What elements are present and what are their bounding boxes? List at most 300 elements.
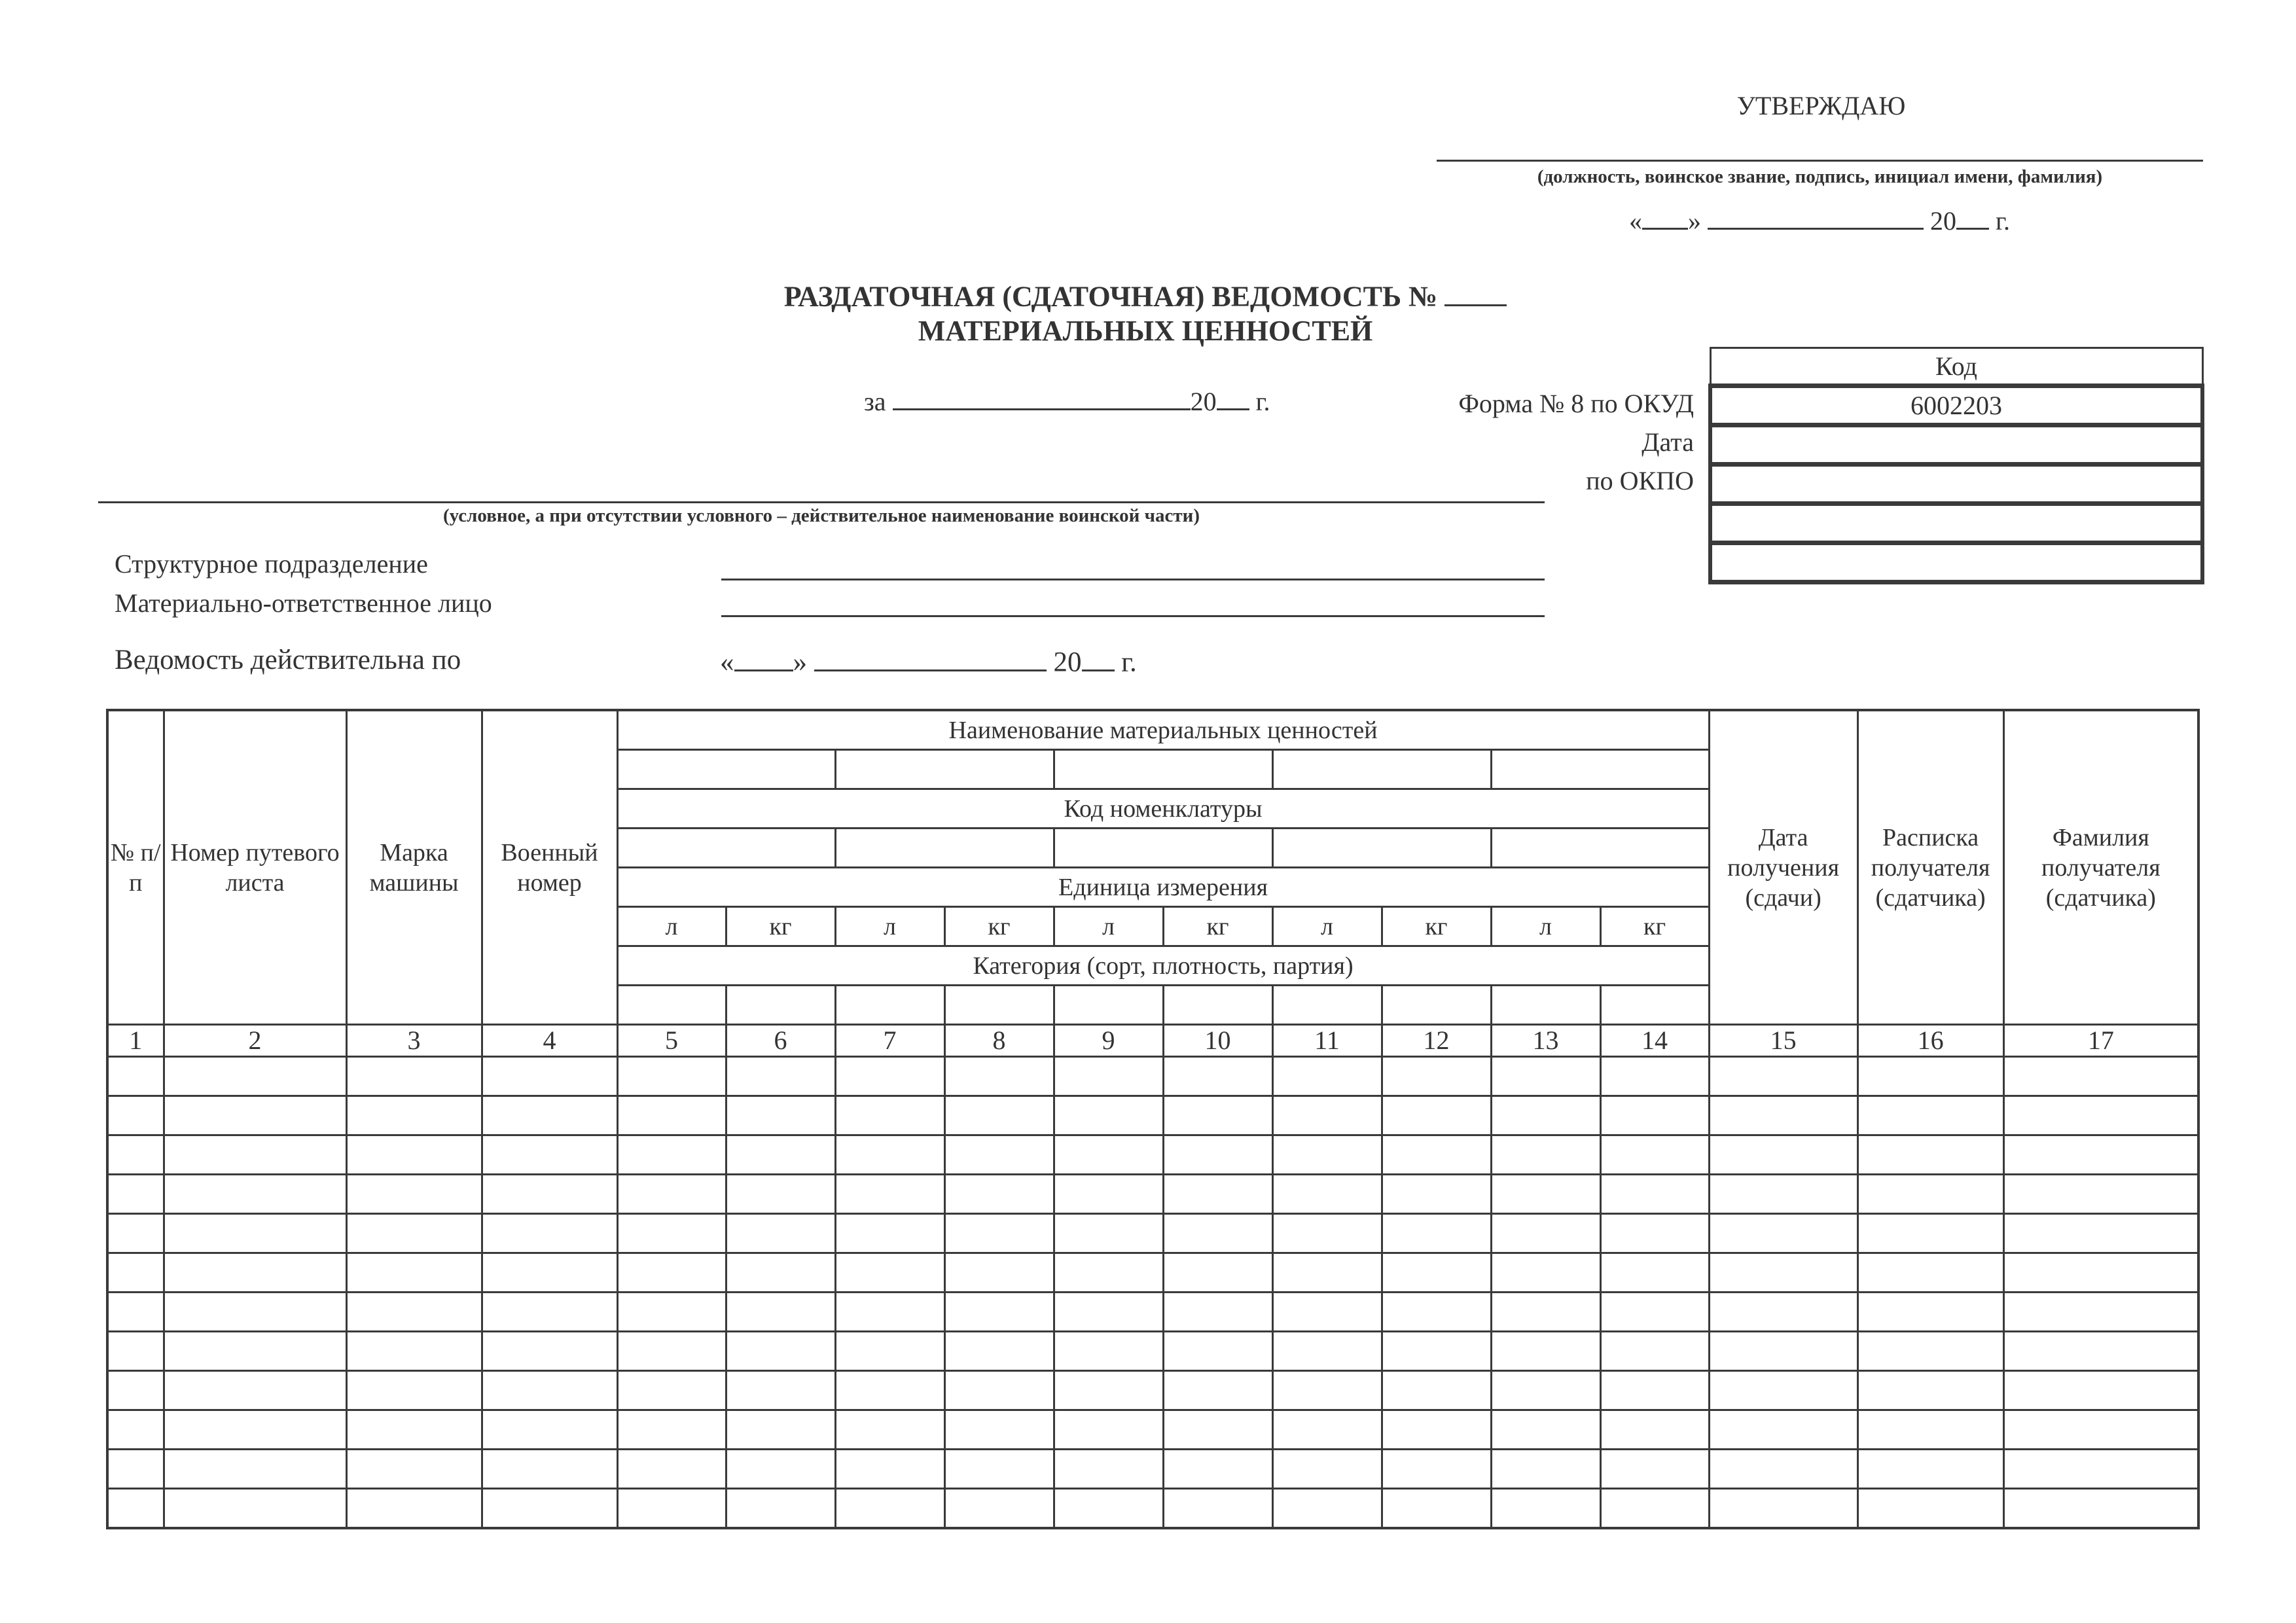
valid-century: 20 bbox=[1053, 647, 1082, 678]
table-cell[interactable] bbox=[835, 1135, 944, 1175]
table-cell[interactable] bbox=[1709, 1135, 1857, 1175]
table-row bbox=[107, 1175, 2198, 1214]
material-name-cell[interactable] bbox=[1272, 750, 1491, 789]
table-cell[interactable] bbox=[1857, 1371, 2003, 1410]
column-number: 2 bbox=[164, 1025, 346, 1057]
table-cell[interactable] bbox=[346, 1135, 482, 1175]
table-cell[interactable] bbox=[107, 1293, 164, 1332]
table-cell[interactable] bbox=[1600, 1410, 1709, 1450]
table-cell[interactable] bbox=[1600, 1332, 1709, 1371]
column-number: 5 bbox=[617, 1025, 726, 1057]
table-cell[interactable] bbox=[1272, 1489, 1382, 1529]
code-labels bbox=[1407, 384, 1694, 500]
table-cell[interactable] bbox=[617, 1135, 726, 1175]
table-cell[interactable] bbox=[1272, 1410, 1382, 1450]
table-cell[interactable] bbox=[1163, 1096, 1272, 1135]
table-cell[interactable] bbox=[164, 1175, 346, 1214]
material-name-cell[interactable] bbox=[1054, 750, 1272, 789]
table-cell[interactable] bbox=[1857, 1450, 2003, 1489]
table-cell[interactable] bbox=[1054, 1450, 1163, 1489]
column-number: 3 bbox=[346, 1025, 482, 1057]
nomenclature-code-cell[interactable] bbox=[1272, 829, 1491, 868]
table-cell[interactable] bbox=[1272, 1214, 1382, 1253]
table-row bbox=[107, 1489, 2198, 1529]
table-cell[interactable] bbox=[1054, 1371, 1163, 1410]
table-cell[interactable] bbox=[835, 1293, 944, 1332]
table-cell[interactable] bbox=[835, 1450, 944, 1489]
table-cell[interactable] bbox=[1163, 1253, 1272, 1293]
table-cell[interactable] bbox=[835, 1096, 944, 1135]
table-cell[interactable] bbox=[835, 1175, 944, 1214]
table-cell[interactable] bbox=[1600, 1057, 1709, 1096]
table-cell[interactable] bbox=[1382, 1489, 1491, 1529]
table-cell[interactable] bbox=[617, 1253, 726, 1293]
table-cell[interactable] bbox=[617, 1371, 726, 1410]
unit-cell: кг bbox=[944, 907, 1054, 946]
table-cell[interactable] bbox=[944, 1096, 1054, 1135]
table-cell[interactable] bbox=[1709, 1253, 1857, 1293]
table-cell[interactable] bbox=[482, 1057, 617, 1096]
table-cell[interactable] bbox=[346, 1332, 482, 1371]
table-cell[interactable] bbox=[1491, 1057, 1600, 1096]
table-cell[interactable] bbox=[1054, 1214, 1163, 1253]
table-cell[interactable] bbox=[164, 1332, 346, 1371]
nomenclature-code-cell[interactable] bbox=[1054, 829, 1272, 868]
table-cell[interactable] bbox=[1382, 1293, 1491, 1332]
table-cell[interactable] bbox=[482, 1096, 617, 1135]
table-cell[interactable] bbox=[107, 1057, 164, 1096]
table-cell[interactable] bbox=[1382, 1096, 1491, 1135]
document-number-field[interactable] bbox=[1444, 278, 1507, 306]
table-cell[interactable] bbox=[1382, 1410, 1491, 1450]
table-cell[interactable] bbox=[2003, 1450, 2198, 1489]
table-cell[interactable] bbox=[1382, 1135, 1491, 1175]
table-cell[interactable] bbox=[164, 1096, 346, 1135]
header-waybill-number: Номер путевого листа bbox=[164, 710, 346, 1025]
table-cell[interactable] bbox=[482, 1410, 617, 1450]
table-cell[interactable] bbox=[1054, 1253, 1163, 1293]
table-cell[interactable] bbox=[1163, 1214, 1272, 1253]
table-cell[interactable] bbox=[1382, 1450, 1491, 1489]
table-cell[interactable] bbox=[1382, 1175, 1491, 1214]
table-cell[interactable] bbox=[617, 1293, 726, 1332]
table-cell[interactable] bbox=[726, 1293, 835, 1332]
category-cell[interactable] bbox=[726, 986, 835, 1025]
table-cell[interactable] bbox=[1054, 1096, 1163, 1135]
table-cell[interactable] bbox=[346, 1371, 482, 1410]
category-cell[interactable] bbox=[1163, 986, 1272, 1025]
table-cell[interactable] bbox=[1600, 1214, 1709, 1253]
table-cell[interactable] bbox=[1163, 1489, 1272, 1529]
okpo-label: по ОКПО bbox=[1586, 466, 1694, 495]
table-cell[interactable] bbox=[107, 1489, 164, 1529]
table-cell[interactable] bbox=[1857, 1253, 2003, 1293]
period-row bbox=[864, 385, 1270, 417]
table-cell[interactable] bbox=[726, 1489, 835, 1529]
table-cell[interactable] bbox=[482, 1332, 617, 1371]
table-cell[interactable] bbox=[1272, 1332, 1382, 1371]
table-cell[interactable] bbox=[944, 1332, 1054, 1371]
table-cell[interactable] bbox=[1600, 1135, 1709, 1175]
table-cell[interactable] bbox=[1600, 1489, 1709, 1529]
extra-code-cell-1[interactable] bbox=[1710, 504, 2202, 543]
table-row bbox=[107, 1332, 2198, 1371]
table-cell[interactable] bbox=[1272, 1135, 1382, 1175]
table-cell[interactable] bbox=[1163, 1293, 1272, 1332]
okud-label: Форма № 8 по ОКУД bbox=[1458, 389, 1694, 418]
table-cell[interactable] bbox=[482, 1135, 617, 1175]
table-cell[interactable] bbox=[1054, 1135, 1163, 1175]
table-cell[interactable] bbox=[1857, 1332, 2003, 1371]
table-cell[interactable] bbox=[1163, 1410, 1272, 1450]
table-cell[interactable] bbox=[164, 1253, 346, 1293]
period-year-field[interactable] bbox=[1217, 385, 1249, 410]
table-cell[interactable] bbox=[1491, 1410, 1600, 1450]
column-number: 10 bbox=[1163, 1025, 1272, 1057]
table-cell[interactable] bbox=[1491, 1253, 1600, 1293]
category-cell[interactable] bbox=[835, 986, 944, 1025]
title-line-1: РАЗДАТОЧНАЯ (СДАТОЧНАЯ) ВЕДОМОСТЬ № bbox=[783, 280, 1438, 313]
table-cell[interactable] bbox=[944, 1057, 1054, 1096]
table-cell[interactable] bbox=[164, 1450, 346, 1489]
table-cell[interactable] bbox=[164, 1135, 346, 1175]
nomenclature-code-cell[interactable] bbox=[835, 829, 1054, 868]
table-cell[interactable] bbox=[944, 1410, 1054, 1450]
valid-month-field[interactable] bbox=[814, 644, 1047, 671]
column-number: 11 bbox=[1272, 1025, 1382, 1057]
table-cell[interactable] bbox=[1491, 1371, 1600, 1410]
table-cell[interactable] bbox=[944, 1489, 1054, 1529]
unit-cell: кг bbox=[1163, 907, 1272, 946]
table-row bbox=[107, 1410, 2198, 1450]
header-material-name: Наименование материальных ценностей bbox=[617, 710, 1709, 750]
table-cell[interactable] bbox=[346, 1057, 482, 1096]
table-cell[interactable] bbox=[1272, 1253, 1382, 1293]
column-number: 1 bbox=[107, 1025, 164, 1057]
table-cell[interactable] bbox=[164, 1293, 346, 1332]
table-cell[interactable] bbox=[1857, 1135, 2003, 1175]
table-cell[interactable] bbox=[617, 1410, 726, 1450]
table-cell[interactable] bbox=[2003, 1175, 2198, 1214]
column-number: 17 bbox=[2003, 1025, 2198, 1057]
structural-division-label: Структурное подразделение bbox=[115, 549, 428, 579]
category-cell[interactable] bbox=[1600, 986, 1709, 1025]
table-cell[interactable] bbox=[107, 1332, 164, 1371]
table-cell[interactable] bbox=[1382, 1214, 1491, 1253]
table-cell[interactable] bbox=[482, 1214, 617, 1253]
table-cell[interactable] bbox=[107, 1371, 164, 1410]
table-cell[interactable] bbox=[835, 1057, 944, 1096]
column-number: 15 bbox=[1709, 1025, 1857, 1057]
quote-close: » bbox=[793, 647, 807, 678]
table-cell[interactable] bbox=[346, 1175, 482, 1214]
table-cell[interactable] bbox=[1857, 1489, 2003, 1529]
table-row bbox=[107, 1371, 2198, 1410]
header-receipt-date: Дата получения (сдачи) bbox=[1709, 710, 1857, 1025]
table-cell[interactable] bbox=[107, 1253, 164, 1293]
table-cell[interactable] bbox=[1600, 1253, 1709, 1293]
table-cell[interactable] bbox=[107, 1410, 164, 1450]
table-cell[interactable] bbox=[1382, 1057, 1491, 1096]
unit-cell: л bbox=[1054, 907, 1163, 946]
table-cell[interactable] bbox=[1163, 1450, 1272, 1489]
table-cell[interactable] bbox=[1491, 1293, 1600, 1332]
valid-suffix: г. bbox=[1121, 647, 1137, 678]
date-code-cell[interactable] bbox=[1710, 425, 2202, 465]
table-cell[interactable] bbox=[1382, 1371, 1491, 1410]
table-cell[interactable] bbox=[1272, 1450, 1382, 1489]
table-cell[interactable] bbox=[1491, 1450, 1600, 1489]
table-cell[interactable] bbox=[1272, 1096, 1382, 1135]
table-cell[interactable] bbox=[617, 1096, 726, 1135]
category-cell[interactable] bbox=[1054, 986, 1163, 1025]
column-number: 13 bbox=[1491, 1025, 1600, 1057]
table-cell[interactable] bbox=[726, 1332, 835, 1371]
table-cell[interactable] bbox=[726, 1450, 835, 1489]
period-suffix: г. bbox=[1255, 387, 1270, 416]
table-row bbox=[107, 1293, 2198, 1332]
table-cell[interactable] bbox=[346, 1214, 482, 1253]
extra-code-cell-2[interactable] bbox=[1710, 543, 2202, 582]
table-row bbox=[107, 1214, 2198, 1253]
table-cell[interactable] bbox=[726, 1175, 835, 1214]
table-cell[interactable] bbox=[1163, 1057, 1272, 1096]
table-cell[interactable] bbox=[1709, 1450, 1857, 1489]
table-cell[interactable] bbox=[1272, 1293, 1382, 1332]
approval-caption: (должность, воинское звание, подпись, инициал имени, фамилия) bbox=[1537, 166, 2103, 187]
table-cell[interactable] bbox=[1709, 1214, 1857, 1253]
table-cell[interactable] bbox=[1709, 1332, 1857, 1371]
table-cell[interactable] bbox=[1857, 1175, 2003, 1214]
table-cell[interactable] bbox=[726, 1057, 835, 1096]
category-cell[interactable] bbox=[1491, 986, 1600, 1025]
table-cell[interactable] bbox=[835, 1332, 944, 1371]
table-cell[interactable] bbox=[1054, 1332, 1163, 1371]
table-cell[interactable] bbox=[346, 1489, 482, 1529]
table-cell[interactable] bbox=[1491, 1175, 1600, 1214]
okud-code-cell[interactable]: 6002203 bbox=[1710, 386, 2202, 425]
table-cell[interactable] bbox=[1163, 1175, 1272, 1214]
table-cell[interactable] bbox=[346, 1450, 482, 1489]
table-cell[interactable] bbox=[726, 1135, 835, 1175]
header-recipient-signature: Расписка получателя (сдатчика) bbox=[1857, 710, 2003, 1025]
approval-title: УТВЕРЖДАЮ bbox=[1736, 91, 1906, 120]
table-cell[interactable] bbox=[2003, 1371, 2198, 1410]
unit-cell: кг bbox=[726, 907, 835, 946]
table-cell[interactable] bbox=[2003, 1214, 2198, 1253]
approval-day-field[interactable] bbox=[1642, 204, 1688, 230]
table-cell[interactable] bbox=[1054, 1410, 1163, 1450]
table-cell[interactable] bbox=[1163, 1371, 1272, 1410]
table-cell[interactable] bbox=[617, 1214, 726, 1253]
okpo-code-cell[interactable] bbox=[1710, 465, 2202, 504]
document-title bbox=[687, 278, 1604, 348]
table-cell[interactable] bbox=[1382, 1332, 1491, 1371]
table-cell[interactable] bbox=[1709, 1410, 1857, 1450]
table-cell[interactable] bbox=[1272, 1175, 1382, 1214]
table-cell[interactable] bbox=[617, 1057, 726, 1096]
column-number: 14 bbox=[1600, 1025, 1709, 1057]
table-cell[interactable] bbox=[726, 1371, 835, 1410]
table-cell[interactable] bbox=[1857, 1410, 2003, 1450]
table-cell[interactable] bbox=[164, 1489, 346, 1529]
table-cell[interactable] bbox=[617, 1450, 726, 1489]
table-cell[interactable] bbox=[944, 1135, 1054, 1175]
category-cell[interactable] bbox=[617, 986, 726, 1025]
table-cell[interactable] bbox=[617, 1332, 726, 1371]
table-cell[interactable] bbox=[835, 1410, 944, 1450]
materials-table bbox=[106, 709, 2200, 1529]
code-header: Код bbox=[1710, 348, 2202, 386]
column-number: 12 bbox=[1382, 1025, 1491, 1057]
table-cell[interactable] bbox=[835, 1371, 944, 1410]
nomenclature-code-cell[interactable] bbox=[617, 829, 835, 868]
table-cell[interactable] bbox=[482, 1175, 617, 1214]
table-cell[interactable] bbox=[835, 1214, 944, 1253]
table-cell[interactable] bbox=[1054, 1293, 1163, 1332]
unit-cell: кг bbox=[1382, 907, 1491, 946]
header-nomenclature-code: Код номенклатуры bbox=[617, 789, 1709, 829]
quote-open: « bbox=[720, 647, 734, 678]
table-cell[interactable] bbox=[1054, 1057, 1163, 1096]
table-cell[interactable] bbox=[1491, 1135, 1600, 1175]
table-cell[interactable] bbox=[835, 1253, 944, 1293]
table-cell[interactable] bbox=[944, 1450, 1054, 1489]
table-cell[interactable] bbox=[726, 1214, 835, 1253]
table-cell[interactable] bbox=[1709, 1175, 1857, 1214]
period-field[interactable] bbox=[893, 385, 1191, 410]
table-cell[interactable] bbox=[1857, 1057, 2003, 1096]
table-cell[interactable] bbox=[482, 1253, 617, 1293]
table-cell[interactable] bbox=[107, 1450, 164, 1489]
table-cell[interactable] bbox=[2003, 1057, 2198, 1096]
table-cell[interactable] bbox=[482, 1450, 617, 1489]
table-cell[interactable] bbox=[944, 1371, 1054, 1410]
material-name-cell[interactable] bbox=[835, 750, 1054, 789]
table-cell[interactable] bbox=[1600, 1096, 1709, 1135]
structural-division-field[interactable] bbox=[721, 579, 1545, 580]
military-unit-caption: (условное, а при отсутствии условного – действительное наименование воинской части) bbox=[443, 505, 1200, 526]
table-row bbox=[107, 1096, 2198, 1135]
table-cell[interactable] bbox=[1709, 1293, 1857, 1332]
table-cell[interactable] bbox=[617, 1489, 726, 1529]
table-cell[interactable] bbox=[944, 1214, 1054, 1253]
table-cell[interactable] bbox=[2003, 1135, 2198, 1175]
table-cell[interactable] bbox=[1163, 1332, 1272, 1371]
table-cell[interactable] bbox=[1857, 1096, 2003, 1135]
table-cell[interactable] bbox=[164, 1371, 346, 1410]
table-cell[interactable] bbox=[1857, 1293, 2003, 1332]
table-cell[interactable] bbox=[2003, 1489, 2198, 1529]
nomenclature-code-cell[interactable] bbox=[1491, 829, 1709, 868]
period-century: 20 bbox=[1190, 387, 1217, 416]
table-cell[interactable] bbox=[2003, 1332, 2198, 1371]
approval-signature-line[interactable] bbox=[1437, 160, 2203, 162]
table-cell[interactable] bbox=[1709, 1057, 1857, 1096]
header-recipient-surname: Фамилия получателя (сдатчика) bbox=[2003, 710, 2198, 1025]
table-cell[interactable] bbox=[2003, 1096, 2198, 1135]
table-cell[interactable] bbox=[1491, 1096, 1600, 1135]
header-military-number: Военный номер bbox=[482, 710, 617, 1025]
table-cell[interactable] bbox=[107, 1214, 164, 1253]
table-cell[interactable] bbox=[346, 1293, 482, 1332]
table-cell[interactable] bbox=[1491, 1214, 1600, 1253]
table-cell[interactable] bbox=[944, 1253, 1054, 1293]
table-cell[interactable] bbox=[1382, 1253, 1491, 1293]
unit-cell: л bbox=[1272, 907, 1382, 946]
table-cell[interactable] bbox=[482, 1371, 617, 1410]
approval-year-field[interactable] bbox=[1956, 204, 1989, 230]
table-cell[interactable] bbox=[346, 1253, 482, 1293]
category-cell[interactable] bbox=[1272, 986, 1382, 1025]
column-number: 7 bbox=[835, 1025, 944, 1057]
table-cell[interactable] bbox=[2003, 1253, 2198, 1293]
table-cell[interactable] bbox=[726, 1096, 835, 1135]
table-cell[interactable] bbox=[835, 1489, 944, 1529]
material-name-cell[interactable] bbox=[1491, 750, 1709, 789]
table-cell[interactable] bbox=[346, 1096, 482, 1135]
table-cell[interactable] bbox=[482, 1293, 617, 1332]
table-cell[interactable] bbox=[164, 1214, 346, 1253]
table-cell[interactable] bbox=[1491, 1332, 1600, 1371]
material-name-cell[interactable] bbox=[617, 750, 835, 789]
table-cell[interactable] bbox=[1054, 1175, 1163, 1214]
category-cell[interactable] bbox=[944, 986, 1054, 1025]
table-cell[interactable] bbox=[726, 1410, 835, 1450]
table-cell[interactable] bbox=[164, 1057, 346, 1096]
table-cell[interactable] bbox=[1600, 1175, 1709, 1214]
title-line-2: МАТЕРИАЛЬНЫХ ЦЕННОСТЕЙ bbox=[918, 314, 1373, 347]
table-cell[interactable] bbox=[1709, 1096, 1857, 1135]
table-cell[interactable] bbox=[726, 1253, 835, 1293]
table-cell[interactable] bbox=[346, 1410, 482, 1450]
table-cell[interactable] bbox=[1272, 1057, 1382, 1096]
table-cell[interactable] bbox=[482, 1489, 617, 1529]
table-cell[interactable] bbox=[1272, 1371, 1382, 1410]
table-cell[interactable] bbox=[1163, 1135, 1272, 1175]
table-cell[interactable] bbox=[107, 1175, 164, 1214]
table-cell[interactable] bbox=[107, 1135, 164, 1175]
table-cell[interactable] bbox=[164, 1410, 346, 1450]
valid-day-field[interactable] bbox=[734, 644, 793, 671]
table-cell[interactable] bbox=[2003, 1293, 2198, 1332]
table-cell[interactable] bbox=[1054, 1489, 1163, 1529]
table-cell[interactable] bbox=[1857, 1214, 2003, 1253]
responsible-person-field[interactable] bbox=[721, 615, 1545, 617]
approval-month-field[interactable] bbox=[1708, 204, 1924, 230]
table-cell[interactable] bbox=[617, 1175, 726, 1214]
table-cell[interactable] bbox=[107, 1096, 164, 1135]
table-cell[interactable] bbox=[2003, 1410, 2198, 1450]
table-cell[interactable] bbox=[944, 1175, 1054, 1214]
table-cell[interactable] bbox=[1600, 1293, 1709, 1332]
table-cell[interactable] bbox=[1491, 1489, 1600, 1529]
table-row bbox=[107, 1450, 2198, 1489]
column-number: 4 bbox=[482, 1025, 617, 1057]
table-cell[interactable] bbox=[1709, 1371, 1857, 1410]
military-unit-field[interactable] bbox=[98, 501, 1545, 503]
table-cell[interactable] bbox=[944, 1293, 1054, 1332]
table-row bbox=[107, 1057, 2198, 1096]
table-cell[interactable] bbox=[1600, 1371, 1709, 1410]
table-cell[interactable] bbox=[1600, 1450, 1709, 1489]
category-cell[interactable] bbox=[1382, 986, 1491, 1025]
unit-cell: л bbox=[1491, 907, 1600, 946]
valid-year-field[interactable] bbox=[1082, 644, 1115, 671]
responsible-person-label: Материально-ответственное лицо bbox=[115, 588, 492, 618]
table-cell[interactable] bbox=[1709, 1489, 1857, 1529]
column-number: 9 bbox=[1054, 1025, 1163, 1057]
